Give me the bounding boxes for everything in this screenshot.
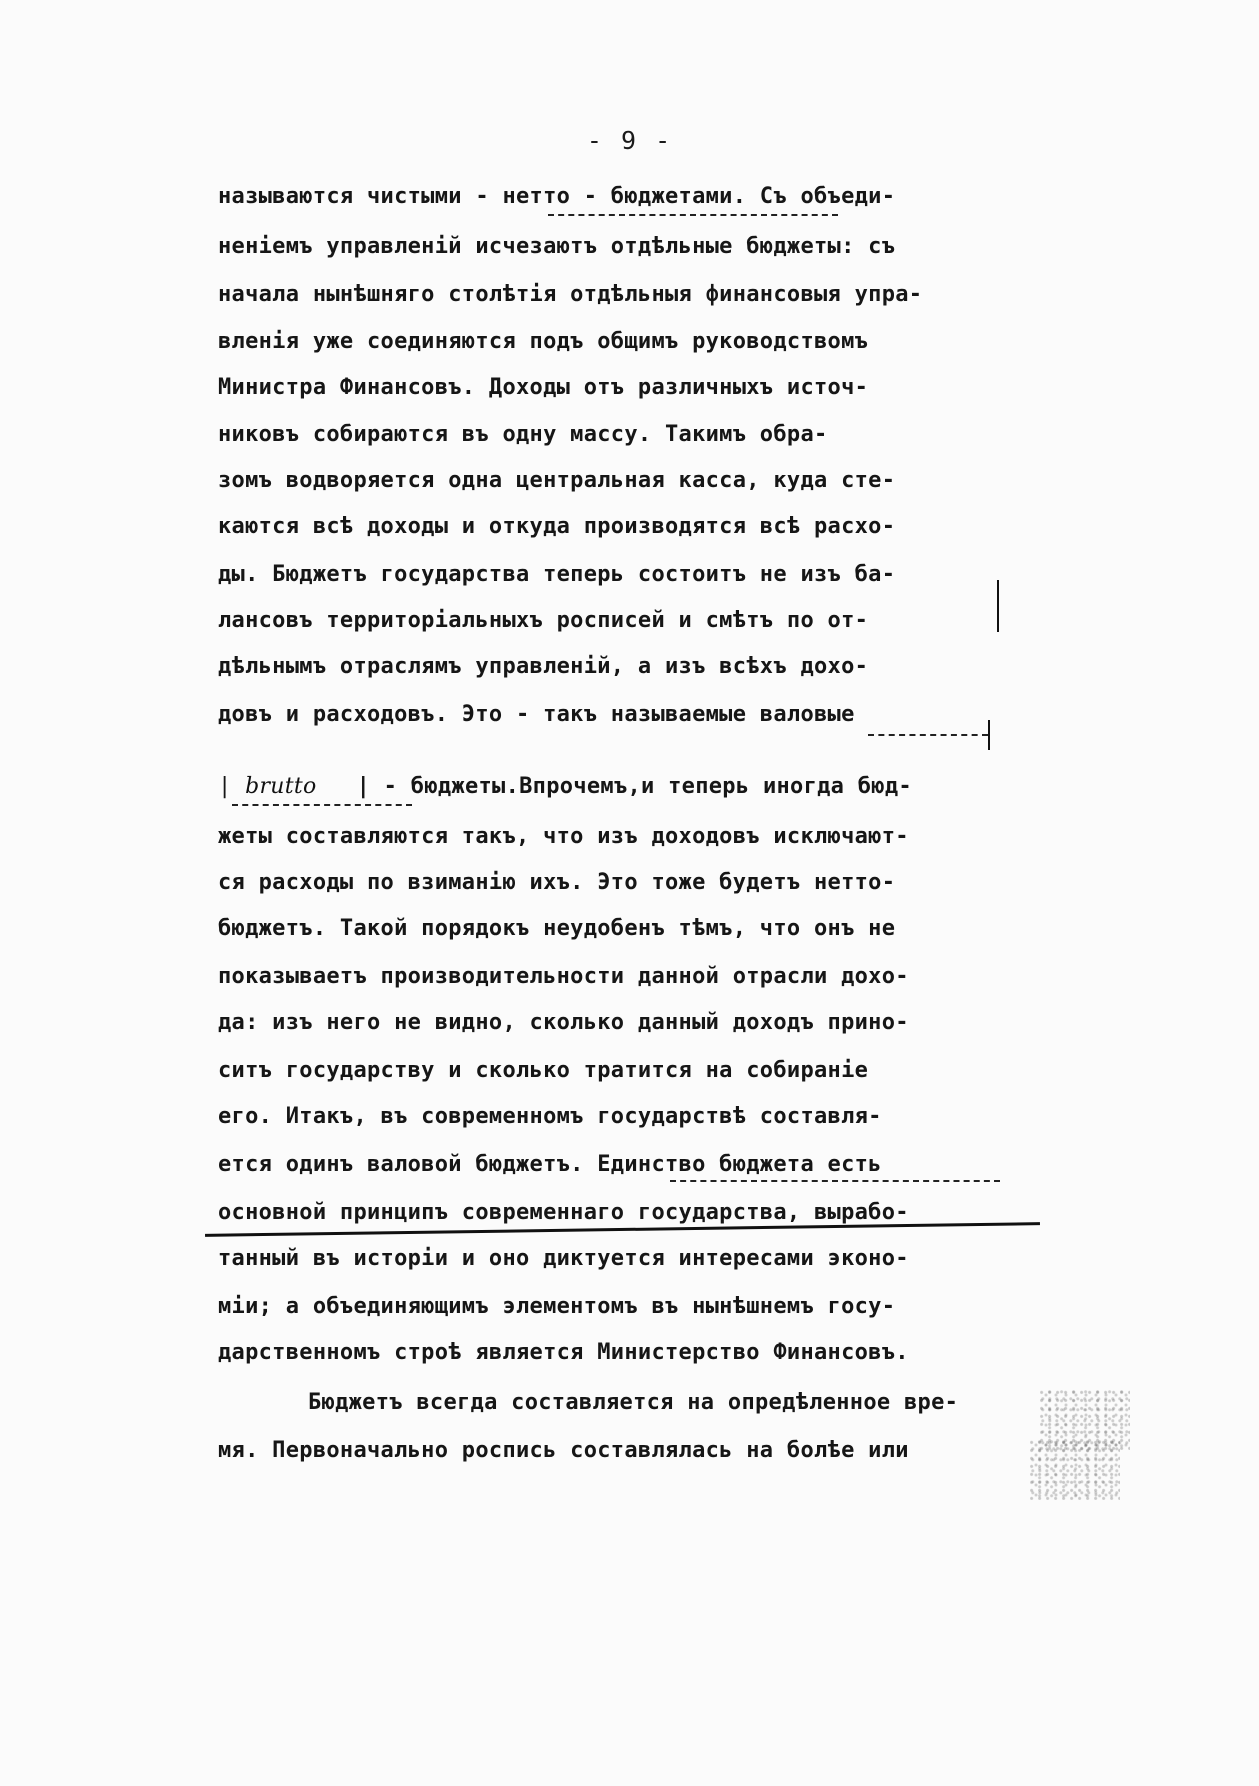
brutto-typed-text: | - бюджеты.Впрочемъ,и теперь иногда бюд- <box>356 774 912 799</box>
dashed-underline <box>868 734 988 736</box>
text-line: начала нынѣшняго столѣтія отдѣльныя финансовыя упра- <box>218 282 923 307</box>
text-line: міи; а объединяющимъ элементомъ въ нынѣшнемъ госу- <box>218 1294 896 1319</box>
text-line: называются чистыми - нетто - бюджетами. Съ объеди- <box>218 184 896 209</box>
handwritten-brutto: brutto <box>245 774 317 799</box>
text-line: лансовъ территоріальныхъ росписей и смѣтъ по от- <box>218 608 869 633</box>
text-line: вленія уже соединяются подъ общимъ руководствомъ <box>218 329 869 354</box>
dashed-underline <box>232 804 412 806</box>
text-line: довъ и расходовъ. Это - такъ называемые валовые <box>218 702 855 727</box>
text-line: ситъ государству и сколько тратится на собираніе <box>218 1058 869 1083</box>
text-line: Министра Финансовъ. Доходы отъ различныхъ источ- <box>218 375 869 400</box>
text-line: основной принципъ современнаго государства, вырабо- <box>218 1200 909 1225</box>
text-line: неніемъ управленій исчезаютъ отдѣльные бюджеты: съ <box>218 234 896 259</box>
text-line: ся расходы по взиманію ихъ. Это тоже будетъ нетто- <box>218 870 896 895</box>
text-line: никовъ собираются въ одну массу. Такимъ обра- <box>218 422 828 447</box>
text-line: зомъ водворяется одна центральная касса, куда сте- <box>218 468 896 493</box>
text-line: его. Итакъ, въ современномъ государствѣ составля- <box>218 1104 882 1129</box>
dashed-underline <box>670 1180 1000 1182</box>
text-line: ется одинъ валовой бюджетъ. Единство бюджета есть <box>218 1152 882 1177</box>
scan-noise <box>1030 1440 1120 1500</box>
text-line: дѣльнымъ отраслямъ управленій, а изъ всѣхъ дохо- <box>218 654 869 679</box>
page-number: - 9 - <box>586 126 673 155</box>
text-line: бюджетъ. Такой порядокъ неудобенъ тѣмъ, что онъ не <box>218 916 896 941</box>
text-line: Бюджетъ всегда составляется на опредѣленное вре- <box>308 1390 959 1415</box>
text-line: мя. Первоначально роспись составлялась на болѣе или <box>218 1438 909 1463</box>
text-line: да: изъ него не видно, сколько данный доходъ прино- <box>218 1010 909 1035</box>
text-line: ды. Бюджетъ государства теперь состоитъ не изъ ба- <box>218 562 896 587</box>
text-line: дарственномъ строѣ является Министерство Финансовъ. <box>218 1340 909 1365</box>
dashed-underline <box>548 214 838 216</box>
text-line: жеты составляются такъ, что изъ доходовъ исключают- <box>218 824 909 849</box>
text-line: показываетъ производительности данной отрасли дохо- <box>218 964 909 989</box>
brutto-line: | brutto | - бюджеты.Впрочемъ,и теперь иногда бюд- <box>218 774 912 799</box>
margin-mark <box>997 580 999 632</box>
text-line: танный въ исторіи и оно диктуется интересами эконо- <box>218 1246 909 1271</box>
text-line: каются всѣ доходы и откуда производятся всѣ расхо- <box>218 514 896 539</box>
margin-mark <box>988 720 990 750</box>
